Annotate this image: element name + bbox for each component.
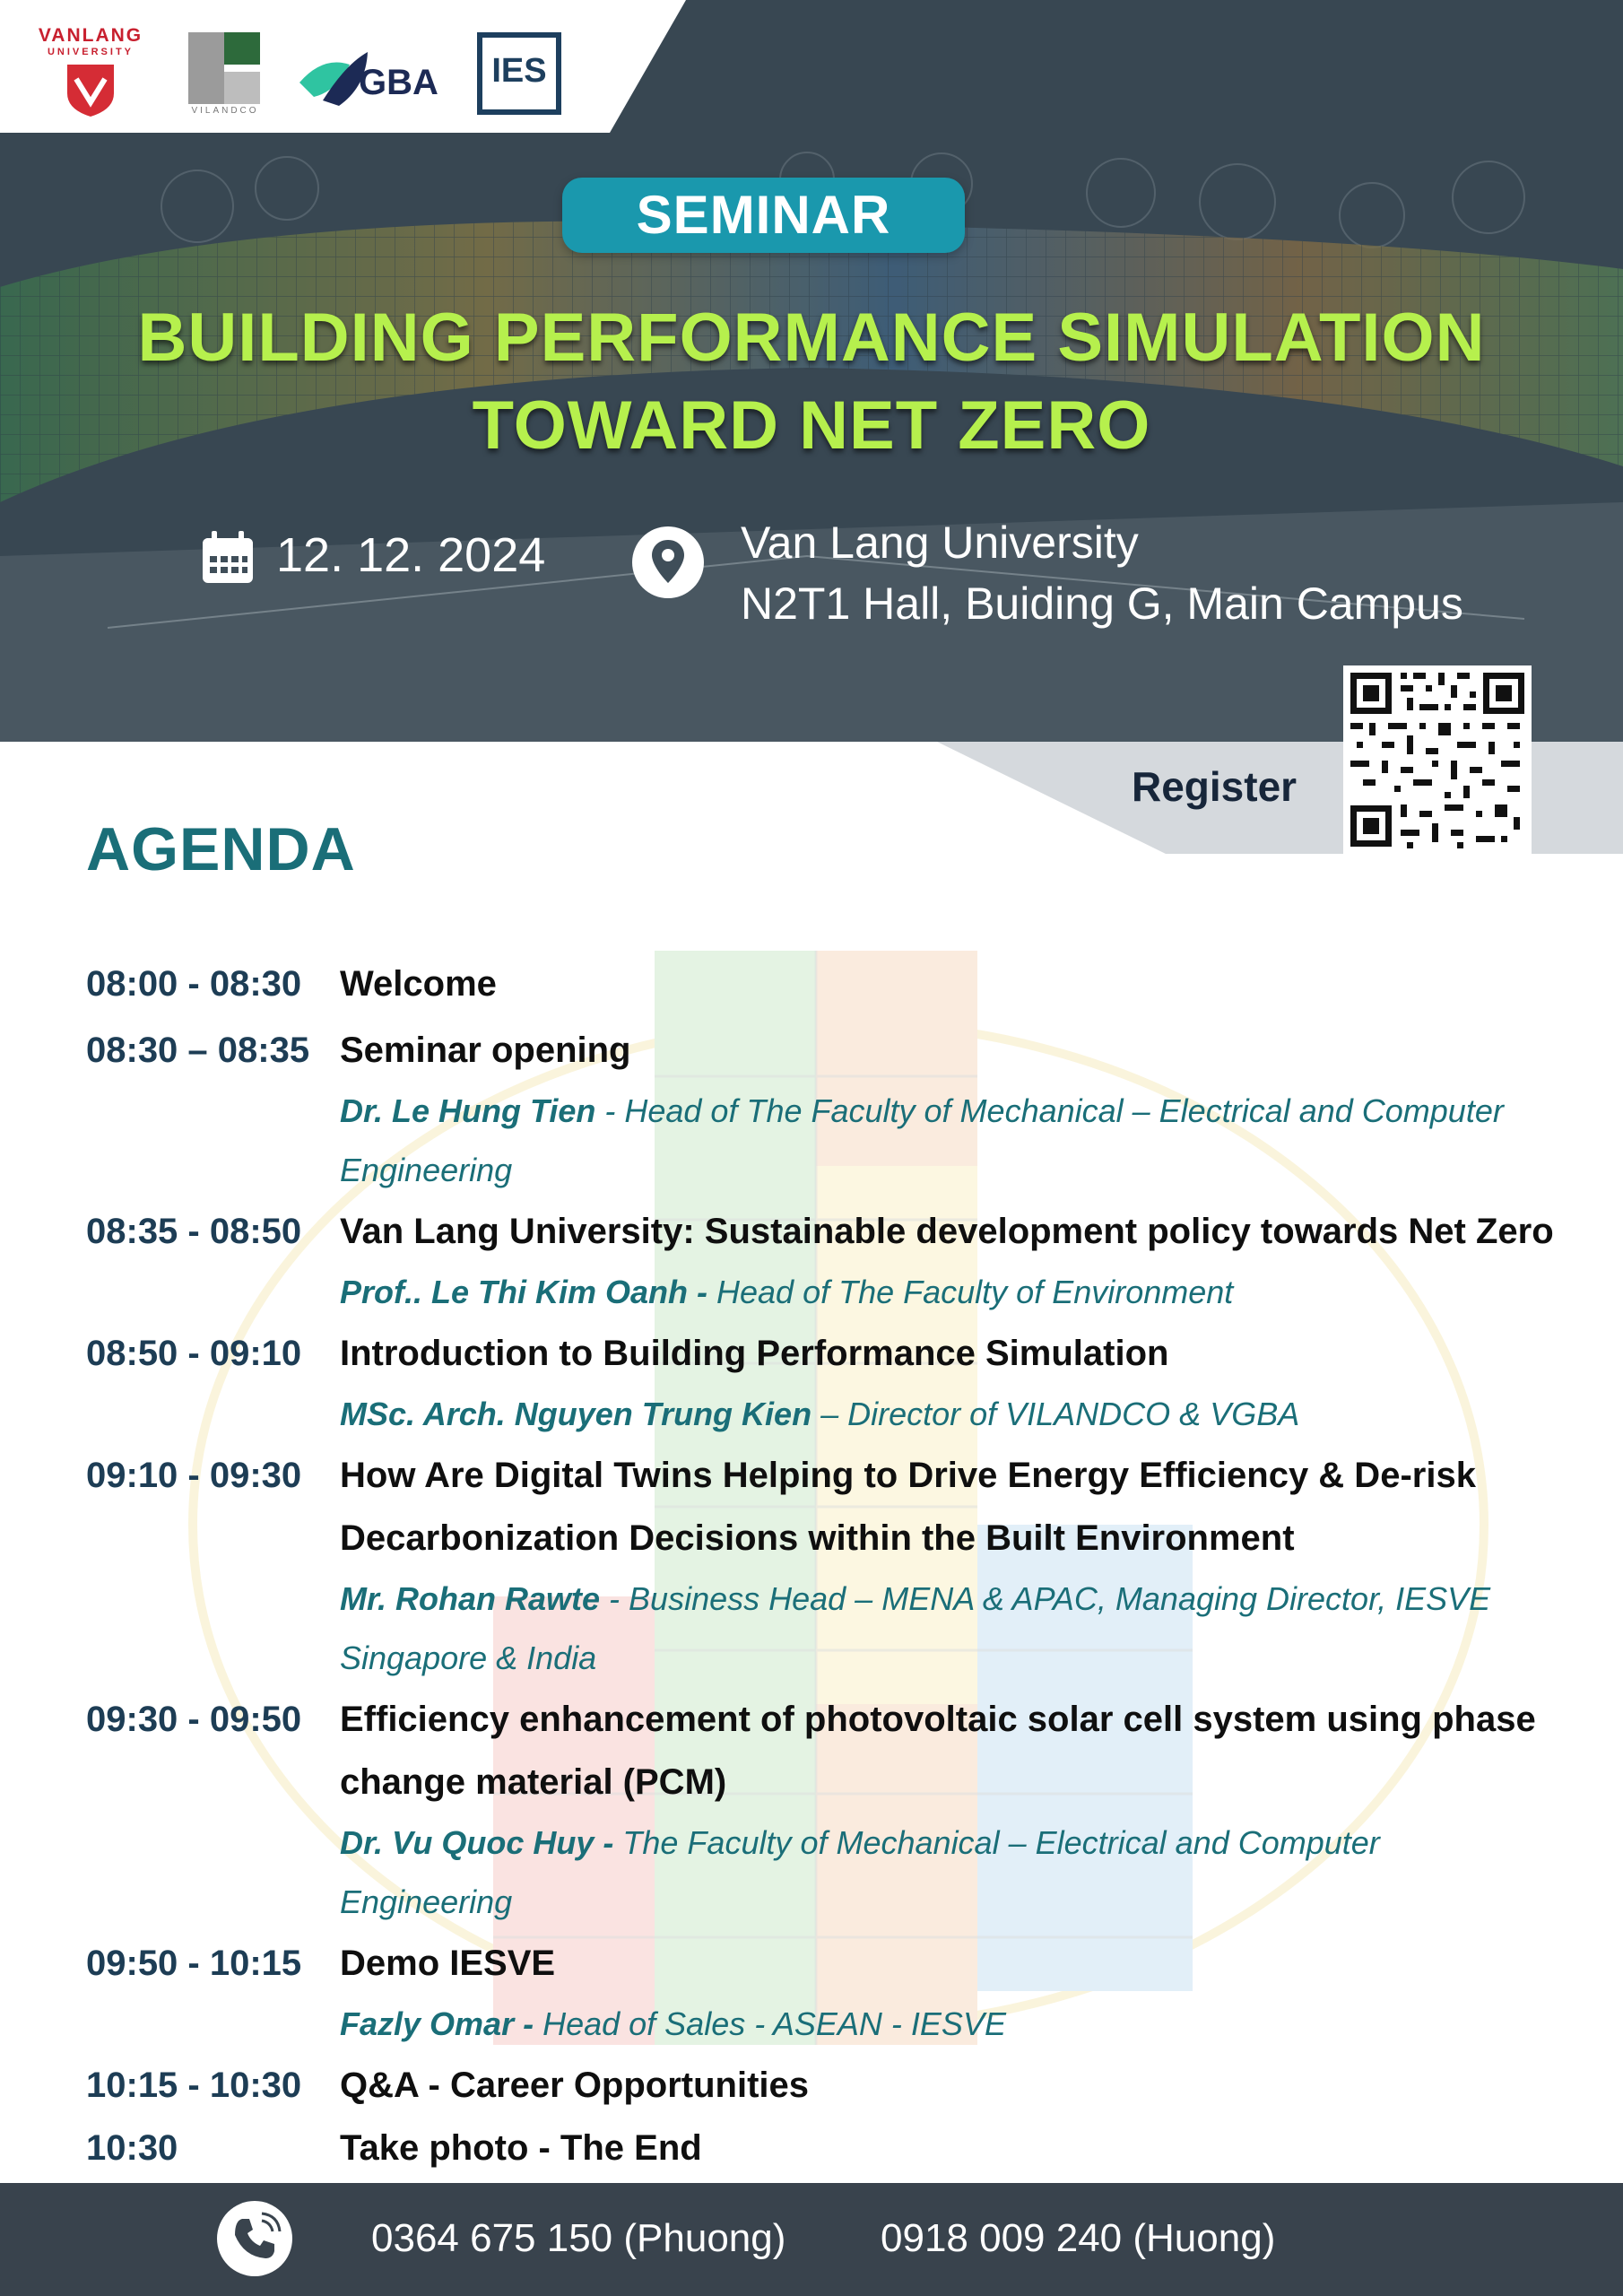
vanlang-logo-title: VANLANG — [38, 25, 143, 46]
vgba-logo — [296, 43, 453, 115]
agenda-item — [86, 1200, 1558, 1322]
agenda-time: 09:50 - 10:15 — [86, 1944, 302, 1983]
agenda-time: 08:35 - 08:50 — [86, 1212, 302, 1251]
agenda-item — [86, 2054, 1558, 2117]
agenda-topic: Demo IESVE — [340, 1944, 556, 1983]
register-label: Register — [1132, 763, 1298, 810]
venue-address: N2T1 Hall, Buiding G, Main Campus — [741, 578, 1463, 629]
vilandco-mark-icon — [185, 30, 265, 106]
speaker-name: Prof.. Le Thi Kim Oanh - — [340, 1274, 708, 1310]
vanlang-logo-subtitle: UNIVERSITY — [47, 47, 134, 57]
calendar-icon — [199, 529, 256, 587]
agenda-item — [86, 1688, 1558, 1932]
agenda-topic: Efficiency enhancement of photovoltaic solar cell system using phase change material (PCM) — [340, 1700, 1536, 1802]
agenda-time: 10:15 - 10:30 — [86, 2066, 302, 2105]
agenda-topic: How Are Digital Twins Helping to Drive Energy Efficiency & De-risk Decarbonization Decisions within the Built Environment — [340, 1456, 1476, 1558]
phone-icon — [217, 2201, 292, 2276]
vilandco-logo — [185, 30, 265, 120]
venue-name: Van Lang University — [741, 517, 1139, 568]
agenda-item — [86, 952, 1558, 1015]
event-date: 12. 12. 2024 — [276, 528, 546, 582]
agenda-time: 09:30 - 09:50 — [86, 1700, 302, 1739]
agenda-topic: Introduction to Building Performance Simulation — [340, 1334, 1169, 1373]
speaker-role: Head of The Faculty of Environment — [707, 1274, 1234, 1310]
agenda-content — [340, 1444, 1558, 1688]
speaker-name: Dr. Vu Quoc Huy - — [340, 1824, 614, 1861]
vanlang-university-logo — [32, 23, 149, 122]
agenda-speaker — [340, 1263, 1558, 1322]
hero-banner — [0, 0, 1623, 742]
agenda-topic: Welcome — [340, 964, 497, 1004]
speaker-role: - Head of The Faculty of Mechanical – Electrical and Computer Engineering — [340, 1092, 1504, 1188]
gba-logo-text: GBA — [359, 63, 438, 102]
agenda-speaker — [340, 1570, 1558, 1688]
agenda-topic: Seminar opening — [340, 1031, 631, 1070]
event-title-line-1: BUILDING PERFORMANCE SIMULATION — [137, 300, 1486, 376]
speaker-role: - Business Head – MENA & APAC, Managing Director, IESVE Singapore & India — [340, 1580, 1491, 1676]
agenda-item — [86, 1932, 1558, 2054]
agenda-speaker — [340, 1385, 1558, 1444]
agenda-content — [340, 1688, 1558, 1932]
agenda-title: AGENDA — [86, 815, 356, 883]
agenda-content — [340, 2117, 1558, 2179]
phone-handset-icon — [217, 2201, 292, 2276]
agenda-item — [86, 1019, 1558, 1200]
speaker-name: Dr. Le Hung Tien — [340, 1092, 596, 1129]
speaker-name: Fazly Omar - — [340, 2005, 534, 2042]
agenda-time: 09:10 - 09:30 — [86, 1456, 302, 1495]
agenda-time: 10:30 — [86, 2128, 178, 2168]
contact-phone-1[interactable]: 0364 675 150 (Phuong) — [371, 2216, 786, 2260]
gba-leaf-icon — [296, 47, 368, 109]
agenda-list — [86, 952, 1558, 2179]
location-pin-icon — [631, 526, 705, 599]
event-title — [36, 294, 1587, 470]
speaker-role: Head of Sales - ASEAN - IESVE — [534, 2005, 1006, 2042]
ies-logo-text: IES — [491, 52, 547, 90]
agenda-content — [340, 1932, 1558, 2054]
agenda-content — [340, 1322, 1558, 1444]
agenda-time: 08:50 - 09:10 — [86, 1334, 302, 1373]
agenda-speaker — [340, 1995, 1558, 2054]
agenda-content — [340, 2054, 1558, 2117]
agenda-time: 08:30 – 08:35 — [86, 1031, 310, 1070]
agenda-item — [86, 2117, 1558, 2179]
agenda-item — [86, 1322, 1558, 1444]
speaker-role: The Faculty of Mechanical – Electrical and Computer Engineering — [340, 1824, 1380, 1920]
agenda-time: 08:00 - 08:30 — [86, 964, 302, 1004]
speaker-role: – Director of VILANDCO & VGBA — [812, 1396, 1300, 1432]
speaker-name: Mr. Rohan Rawte — [340, 1580, 601, 1617]
agenda-item — [86, 1444, 1558, 1688]
speaker-name: MSc. Arch. Nguyen Trung Kien — [340, 1396, 812, 1432]
agenda-content — [340, 952, 1558, 1015]
seminar-badge: SEMINAR — [562, 178, 965, 253]
agenda-topic: Take photo - The End — [340, 2128, 702, 2168]
agenda-speaker — [340, 1813, 1558, 1932]
ies-logo — [477, 32, 561, 115]
agenda-topic: Van Lang University: Sustainable development policy towards Net Zero — [340, 1212, 1554, 1251]
register-qr-code[interactable] — [1343, 665, 1532, 854]
vilandco-logo-text: VILANDCO — [191, 106, 259, 116]
agenda-topic: Q&A - Career Opportunities — [340, 2066, 810, 2105]
contact-phone-2[interactable]: 0918 009 240 (Huong) — [881, 2216, 1276, 2260]
agenda-speaker — [340, 1082, 1558, 1200]
agenda-content — [340, 1019, 1558, 1200]
agenda-content — [340, 1200, 1558, 1322]
event-title-line-2: TOWARD NET ZERO — [472, 387, 1151, 464]
vanlang-shield-icon — [65, 63, 116, 118]
